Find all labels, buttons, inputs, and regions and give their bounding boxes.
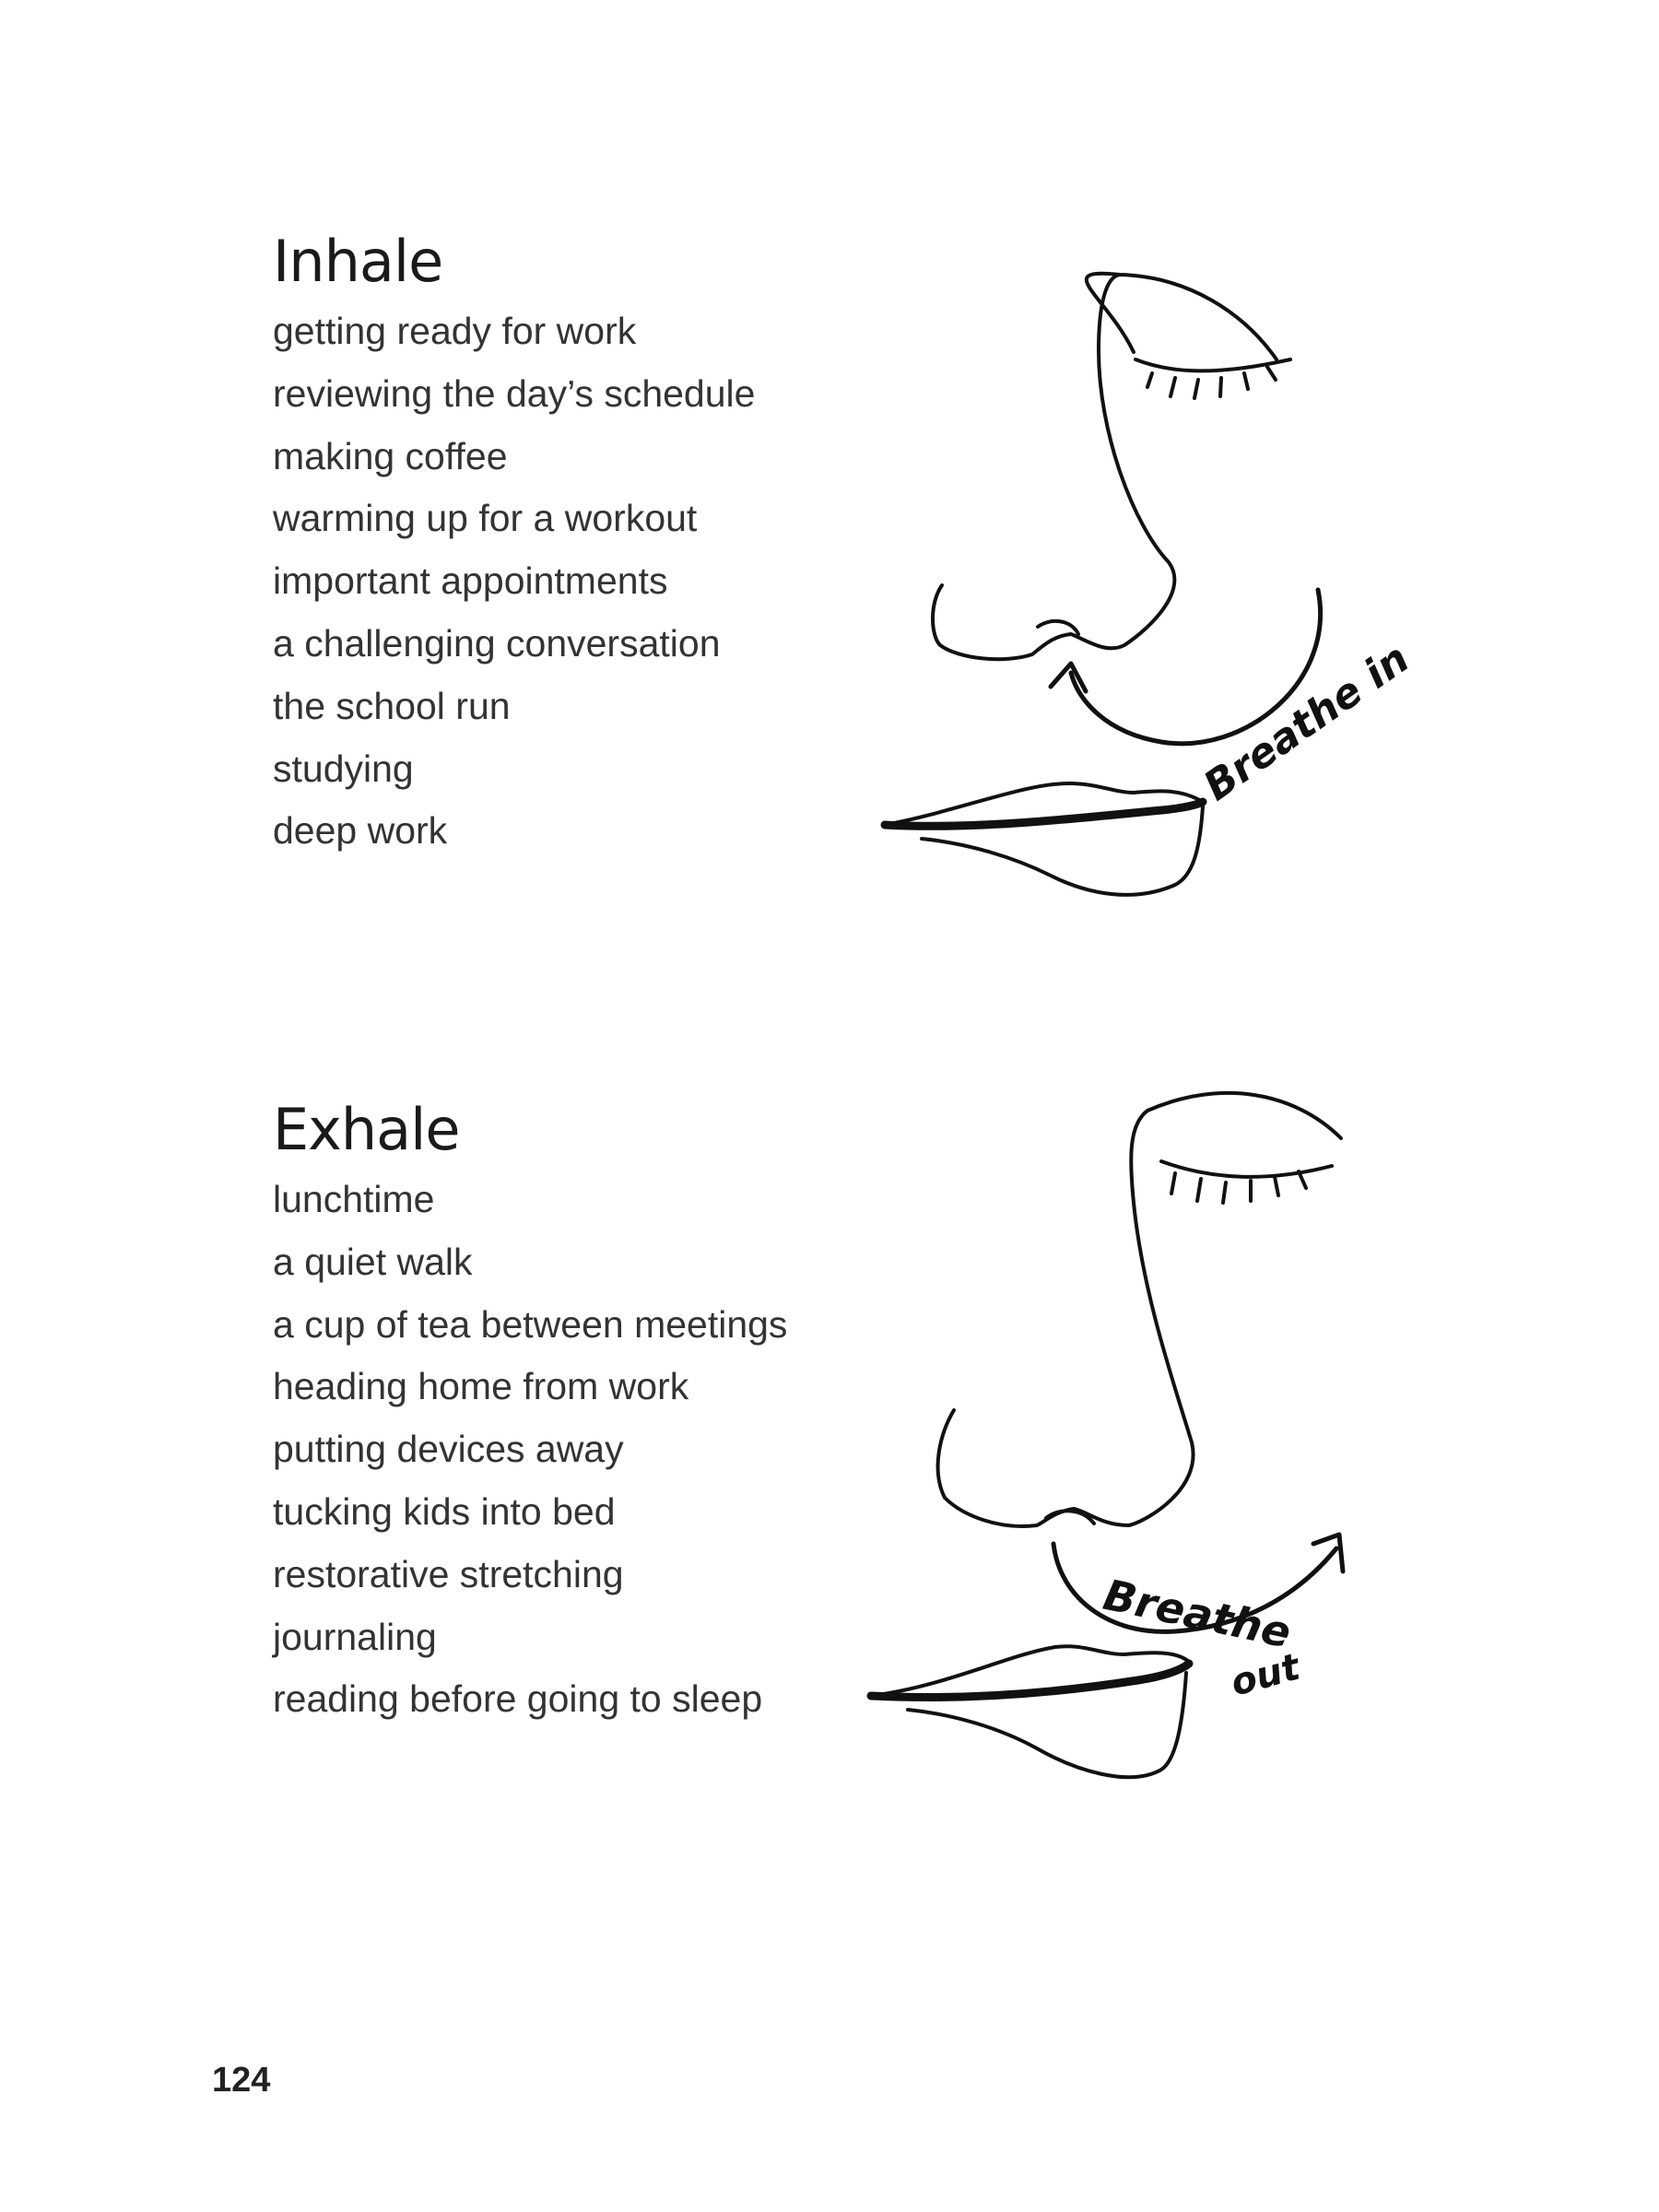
list-item: studying [273, 747, 414, 790]
exhale-heading: Exhale [273, 1096, 460, 1163]
page-number: 124 [212, 2061, 271, 2100]
list-item: heading home from work [273, 1365, 689, 1408]
list-item: a quiet walk [273, 1240, 473, 1283]
breathe-out-caption-line1: Breathe [1099, 1569, 1296, 1658]
upper-lip [871, 1646, 1189, 1696]
breathe-out-face-illustration [853, 1083, 1424, 1820]
list-item: a cup of tea between meetings [273, 1302, 788, 1346]
breathe-in-caption: Breathe in [1195, 634, 1418, 811]
list-item: tucking kids into bed [273, 1489, 616, 1533]
arrow-head [1051, 664, 1086, 691]
list-item: journaling [273, 1615, 437, 1658]
mouth-line [871, 1664, 1189, 1697]
list-item: important appointments [273, 559, 668, 603]
inhale-section [273, 229, 755, 863]
list-item: reading before going to sleep [273, 1677, 763, 1721]
breathe-out-caption-line2: out [1226, 1645, 1305, 1705]
face-drawing-top [857, 267, 1429, 912]
list-item: lunchtime [273, 1178, 435, 1220]
exhale-list [273, 1169, 787, 1731]
list-item: putting devices away [273, 1428, 624, 1471]
inhale-list [273, 300, 755, 863]
nose-line [938, 1093, 1341, 1526]
closed-eye-lid [1161, 1161, 1332, 1177]
list-item: a challenging conversation [273, 621, 721, 665]
list-item: restorative stretching [273, 1552, 624, 1595]
exhale-section [273, 1097, 787, 1731]
list-item: getting ready for work [273, 310, 637, 352]
list-item: warming up for a workout [273, 497, 698, 540]
list-item: reviewing the day’s schedule [273, 371, 756, 415]
list-item: deep work [273, 809, 448, 853]
nose-line [933, 274, 1277, 659]
list-item: making coffee [273, 434, 508, 477]
list-item: the school run [273, 684, 511, 727]
breathe-in-face-illustration [857, 267, 1429, 912]
nostril [1038, 621, 1078, 634]
inhale-heading: Inhale [273, 228, 443, 295]
face-drawing-bottom [853, 1083, 1424, 1820]
